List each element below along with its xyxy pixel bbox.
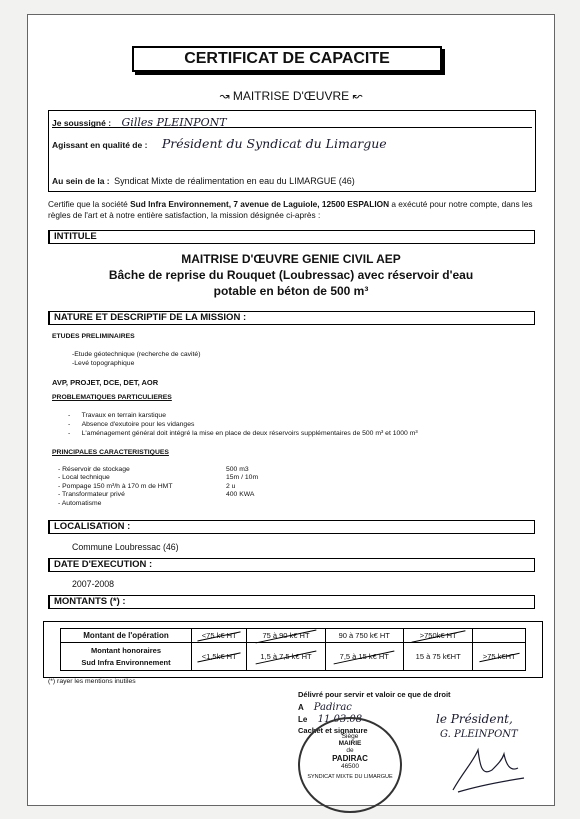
sein-value: Syndicat Mixte de réalimentation en eau du LIMARGUE (46) [114, 176, 355, 186]
document-title: CERTIFICAT DE CAPACITE [132, 46, 442, 72]
company-name: Sud Infra Environnement, 7 avenue de Laguiole, 12500 ESPALION [130, 199, 390, 209]
signature-name: G. PLEINPONT [440, 729, 518, 740]
montants-heading: MONTANTS (*) : [48, 595, 535, 609]
certificate-page [27, 14, 555, 806]
caracteristiques-list [58, 466, 358, 508]
caracteristique-row: - Pompage 150 m³/h à 170 m de HMT 2 u [58, 482, 236, 490]
delivre-text: Délivré pour servir et valoir ce que de droit [298, 690, 451, 699]
place-row: A Padirac [298, 702, 352, 713]
fees-table [60, 628, 526, 671]
caracteristique-row: - Transformateur privé 400 KWA [58, 491, 255, 499]
problematique-item: - Absence d'exutoire pour les vidanges [68, 421, 195, 428]
fee-cell: <1,5k€ HT [192, 643, 247, 671]
localisation-heading: LOCALISATION : [48, 520, 535, 534]
execution-heading: DATE D'EXECUTION : [48, 558, 535, 572]
identity-block [48, 110, 536, 192]
missions-list: AVP, PROJET, DCE, DET, AOR [52, 378, 159, 387]
caracteristiques-title: PRINCIPALES CARACTERISTIQUES [52, 449, 169, 456]
operation-label: Montant de l'opération [61, 629, 192, 643]
operation-row [61, 629, 526, 643]
fee-cell: 75 à 90 k€ HT [247, 629, 325, 643]
localisation-value: Commune Loubressac (46) [72, 542, 179, 552]
soussigne-row [52, 113, 532, 128]
date-row: Le 11.03.08 [298, 714, 363, 725]
sein-row [52, 171, 532, 189]
fee-cell: <75 k€ HT [192, 629, 247, 643]
qualite-value: Président du Syndicat du Limargue [161, 136, 387, 151]
fee-cell: 15 à 75 k€HT [403, 643, 473, 671]
etudes-item: -Etude géotechnique (recherche de cavité) [72, 351, 201, 358]
nature-heading: NATURE ET DESCRIPTIF DE LA MISSION : [48, 311, 535, 325]
execution-value: 2007-2008 [72, 579, 115, 589]
fee-cell: 7,5 à 15 k€ HT [325, 643, 403, 671]
intitule-line1: MAITRISE D'ŒUVRE GENIE CIVIL AEP [181, 252, 401, 266]
qualite-row [52, 135, 532, 153]
fee-cell [473, 629, 526, 643]
fee-cell: >750k€ HT [403, 629, 473, 643]
etudes-title: ETUDES PRELIMINAIRES [52, 333, 135, 340]
fee-cell: >75 k€HT [473, 643, 526, 671]
official-stamp: Siège MAIRIE de PADIRAC 46500 SYNDICAT MIXTE DU LIMARGUE [298, 717, 402, 813]
right-ornament-icon: ↜ [352, 89, 363, 103]
soussigne-value: Gilles PLEINPONT [121, 116, 227, 129]
soussigne-label: Je soussigné : [52, 118, 112, 128]
cachet-label: Cachet et signature [298, 726, 368, 735]
stamp-ring-text: SYNDICAT MIXTE DU LIMARGUE [307, 774, 393, 780]
intitule-heading: INTITULE [48, 230, 535, 244]
fees-frame [43, 621, 543, 678]
fee-cell: 90 à 750 k€ HT [325, 629, 403, 643]
fees-note: (*) rayer les mentions inutiles [48, 678, 136, 685]
date-value: 11.03.08 [317, 714, 363, 725]
problematique-item: - Travaux en terrain karstique [68, 412, 166, 419]
intitule-block [48, 252, 534, 298]
honoraires-row [61, 643, 526, 671]
etudes-item: -Levé topographique [72, 360, 135, 367]
place-value: Padirac [313, 702, 352, 713]
fee-cell: 1,5 à 7,5 k€ HT [247, 643, 325, 671]
intitule-line3: potable en béton de 500 m³ [213, 284, 369, 298]
intitule-line2: Bâche de reprise du Rouquet (Loubressac) avec réservoir d'eau [108, 268, 474, 282]
sein-label: Au sein de la : [52, 176, 110, 186]
document-subtitle: ↝ MAITRISE D'ŒUVRE ↜ [219, 89, 363, 103]
caracteristique-row: - Local technique 15m / 10m [58, 474, 259, 482]
signature-title: le Président, [436, 712, 513, 726]
intro-text: Certifie que la société Sud Infra Environnement, 7 avenue de Laguiole, 12500 ESPALION a exécuté pour notre compte, dans les règles de l'art et à notre entière satisfaction, la mission désignée ci-après : [48, 199, 533, 220]
problematiques-title: PROBLEMATIQUES PARTICULIERES [52, 394, 172, 401]
caracteristique-row: - Réservoir de stockage 500 m3 [58, 466, 249, 473]
problematique-item: - L'aménagement général doit intégré la mise en place de deux réservoirs supplémentaires de 500 m³ et 1000 m³ [68, 430, 418, 437]
qualite-label: Agissant en qualité de : [52, 140, 148, 150]
left-ornament-icon: ↝ [219, 89, 230, 103]
handwritten-signature [448, 742, 528, 796]
caracteristique-row: - Automatisme [58, 499, 102, 507]
honoraires-label: Montant honoraires Sud Infra Environnement [61, 643, 192, 671]
